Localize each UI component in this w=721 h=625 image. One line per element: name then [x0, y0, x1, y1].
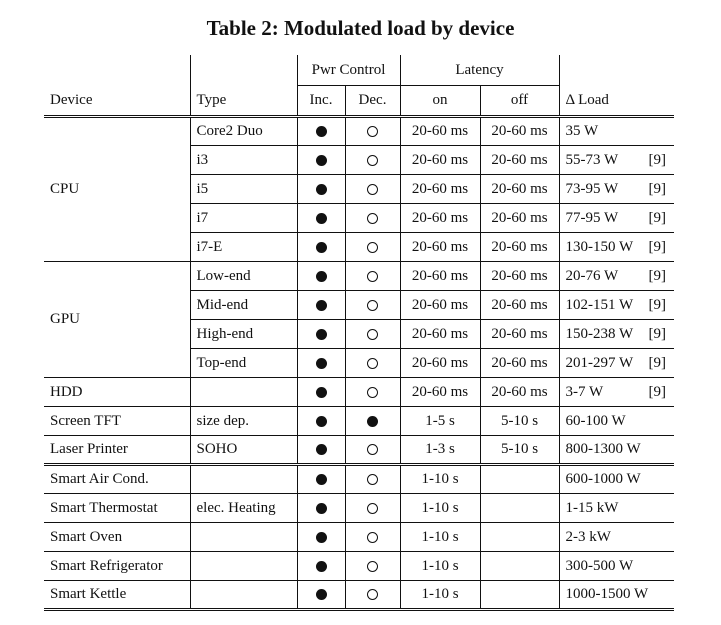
table-row — [44, 117, 674, 146]
table-row — [44, 465, 674, 494]
latency-on-cell: 1-10 s — [400, 523, 480, 552]
table-row — [44, 436, 674, 465]
latency-on-cell: 1-10 s — [400, 581, 480, 610]
latency-on-cell: 20-60 ms — [400, 233, 480, 262]
load-value: 130-150 W — [565, 238, 634, 255]
load-value: 150-238 W — [565, 325, 634, 342]
load-value: 35 W — [565, 123, 599, 139]
table-row — [44, 262, 674, 291]
citation-ref: [9] — [648, 151, 667, 168]
type-cell: High-end — [190, 320, 297, 349]
latency-off-cell: 5-10 s — [480, 436, 559, 465]
load-value: 2-3 kW — [565, 528, 611, 545]
citation-ref — [666, 586, 668, 603]
filled-circle-icon — [316, 155, 327, 166]
type-cell: i7 — [190, 204, 297, 233]
citation-ref: [9] — [648, 354, 667, 371]
load-cell — [559, 349, 674, 378]
latency-off-cell: 20-60 ms — [480, 204, 559, 233]
load-cell — [559, 465, 674, 494]
dec-cell — [345, 233, 400, 262]
load-value: 1-15 kW — [565, 499, 619, 516]
load-value: 102-151 W — [565, 296, 634, 313]
latency-on-cell: 1-5 s — [400, 407, 480, 436]
table-row — [44, 378, 674, 407]
citation-ref — [666, 441, 668, 458]
latency-on-cell: 20-60 ms — [400, 349, 480, 378]
empty-circle-icon — [367, 589, 378, 600]
load-value: 300-500 W — [565, 557, 634, 574]
empty-circle-icon — [367, 213, 378, 224]
latency-off-cell: 20-60 ms — [480, 291, 559, 320]
type-cell: elec. Heating — [190, 494, 297, 523]
inc-cell — [297, 378, 345, 407]
latency-off-cell — [480, 465, 559, 494]
inc-cell — [297, 204, 345, 233]
citation-ref: [9] — [648, 238, 667, 255]
inc-cell — [297, 523, 345, 552]
dec-cell — [345, 175, 400, 204]
latency-off-cell: 20-60 ms — [480, 349, 559, 378]
filled-circle-icon — [316, 271, 327, 282]
empty-circle-icon — [367, 126, 378, 137]
latency-off-cell: 20-60 ms — [480, 262, 559, 291]
latency-on-cell: 20-60 ms — [400, 291, 480, 320]
citation-ref — [666, 413, 668, 430]
filled-circle-icon — [316, 126, 327, 137]
empty-circle-icon — [367, 300, 378, 311]
empty-circle-icon — [367, 561, 378, 572]
empty-circle-icon — [367, 387, 378, 398]
device-cell: Smart Oven — [44, 523, 190, 552]
latency-on-cell: 20-60 ms — [400, 146, 480, 175]
device-cell: Smart Kettle — [44, 581, 190, 610]
dec-cell — [345, 291, 400, 320]
inc-header: Inc. — [297, 86, 345, 117]
inc-cell — [297, 146, 345, 175]
citation-ref — [666, 529, 668, 546]
citation-ref — [666, 123, 668, 140]
load-value: 3-7 W — [565, 383, 604, 400]
inc-cell — [297, 291, 345, 320]
filled-circle-icon — [316, 416, 327, 427]
load-header: Δ Load — [559, 86, 674, 117]
table-row — [44, 523, 674, 552]
load-cell — [559, 233, 674, 262]
dec-cell — [345, 552, 400, 581]
table-row — [44, 407, 674, 436]
filled-circle-icon — [316, 242, 327, 253]
dec-cell — [345, 204, 400, 233]
type-cell: Low-end — [190, 262, 297, 291]
load-cell — [559, 320, 674, 349]
latency-off-cell: 20-60 ms — [480, 378, 559, 407]
latency-on-cell: 20-60 ms — [400, 378, 480, 407]
citation-ref — [666, 558, 668, 575]
table-row — [44, 552, 674, 581]
latency-header: Latency — [400, 55, 559, 86]
citation-ref: [9] — [648, 180, 667, 197]
dec-cell — [345, 436, 400, 465]
empty-circle-icon — [367, 329, 378, 340]
latency-on-cell: 1-10 s — [400, 494, 480, 523]
filled-circle-icon — [316, 561, 327, 572]
inc-cell — [297, 117, 345, 146]
load-cell — [559, 175, 674, 204]
type-cell: SOHO — [190, 436, 297, 465]
latency-on-cell: 1-10 s — [400, 552, 480, 581]
empty-circle-icon — [367, 503, 378, 514]
load-cell — [559, 407, 674, 436]
pwr-control-header: Pwr Control — [297, 55, 400, 86]
type-cell: Top-end — [190, 349, 297, 378]
filled-circle-icon — [316, 474, 327, 485]
empty-circle-icon — [367, 474, 378, 485]
type-cell: Mid-end — [190, 291, 297, 320]
load-cell — [559, 494, 674, 523]
load-cell — [559, 581, 674, 610]
table-row — [44, 581, 674, 610]
latency-on-cell: 1-10 s — [400, 465, 480, 494]
load-table — [44, 55, 674, 611]
empty-circle-icon — [367, 242, 378, 253]
load-value: 800-1300 W — [565, 441, 641, 457]
device-cell: Smart Air Cond. — [44, 465, 190, 494]
latency-on-cell: 20-60 ms — [400, 117, 480, 146]
dec-cell — [345, 407, 400, 436]
inc-cell — [297, 407, 345, 436]
table-header — [44, 55, 674, 117]
dec-cell — [345, 523, 400, 552]
device-cell: Smart Thermostat — [44, 494, 190, 523]
load-value: 201-297 W — [565, 354, 634, 371]
load-cell — [559, 378, 674, 407]
type-cell: i7-E — [190, 233, 297, 262]
load-cell — [559, 552, 674, 581]
inc-cell — [297, 494, 345, 523]
latency-off-cell: 20-60 ms — [480, 146, 559, 175]
load-cell — [559, 291, 674, 320]
load-value: 73-95 W — [565, 180, 619, 197]
device-cell: Screen TFT — [44, 407, 190, 436]
filled-circle-icon — [316, 213, 327, 224]
dec-cell — [345, 349, 400, 378]
load-value: 1000-1500 W — [565, 586, 649, 602]
dec-header: Dec. — [345, 86, 400, 117]
dec-cell — [345, 320, 400, 349]
type-cell: size dep. — [190, 407, 297, 436]
load-value: 77-95 W — [565, 209, 619, 226]
load-cell — [559, 436, 674, 465]
latency-off-cell — [480, 523, 559, 552]
filled-circle-icon — [316, 589, 327, 600]
filled-circle-icon — [316, 300, 327, 311]
latency-on-cell: 20-60 ms — [400, 320, 480, 349]
latency-off-cell: 20-60 ms — [480, 175, 559, 204]
type-header: Type — [190, 86, 297, 117]
device-header: Device — [44, 86, 190, 117]
citation-ref: [9] — [648, 296, 667, 313]
device-cell: GPU — [44, 262, 190, 378]
latency-on-header: on — [400, 86, 480, 117]
inc-cell — [297, 233, 345, 262]
dec-cell — [345, 494, 400, 523]
filled-circle-icon — [316, 532, 327, 543]
inc-cell — [297, 175, 345, 204]
latency-off-cell: 20-60 ms — [480, 320, 559, 349]
citation-ref: [9] — [648, 209, 667, 226]
latency-off-cell — [480, 494, 559, 523]
inc-cell — [297, 465, 345, 494]
latency-on-cell: 20-60 ms — [400, 175, 480, 204]
type-cell — [190, 552, 297, 581]
load-value: 20-76 W — [565, 267, 619, 284]
citation-ref: [9] — [648, 325, 667, 342]
load-cell — [559, 262, 674, 291]
load-cell — [559, 117, 674, 146]
type-cell — [190, 378, 297, 407]
type-cell — [190, 523, 297, 552]
type-cell: i5 — [190, 175, 297, 204]
type-cell: Core2 Duo — [190, 117, 297, 146]
dec-cell — [345, 262, 400, 291]
type-cell — [190, 465, 297, 494]
device-cell: Laser Printer — [44, 436, 190, 465]
latency-on-cell: 20-60 ms — [400, 262, 480, 291]
latency-on-cell: 20-60 ms — [400, 204, 480, 233]
device-cell: CPU — [44, 117, 190, 262]
load-cell — [559, 146, 674, 175]
inc-cell — [297, 320, 345, 349]
empty-circle-icon — [367, 358, 378, 369]
device-cell: HDD — [44, 378, 190, 407]
load-value: 55-73 W — [565, 151, 619, 168]
empty-circle-icon — [367, 271, 378, 282]
latency-off-header: off — [480, 86, 559, 117]
filled-circle-icon — [367, 416, 378, 427]
inc-cell — [297, 262, 345, 291]
empty-circle-icon — [367, 532, 378, 543]
device-cell: Smart Refrigerator — [44, 552, 190, 581]
table-row — [44, 494, 674, 523]
type-cell — [190, 581, 297, 610]
empty-circle-icon — [367, 444, 378, 455]
filled-circle-icon — [316, 503, 327, 514]
load-value: 60-100 W — [565, 412, 626, 429]
load-value: 600-1000 W — [565, 471, 641, 487]
empty-circle-icon — [367, 184, 378, 195]
empty-circle-icon — [367, 155, 378, 166]
dec-cell — [345, 465, 400, 494]
dec-cell — [345, 117, 400, 146]
citation-ref: [9] — [648, 383, 667, 400]
latency-on-cell: 1-3 s — [400, 436, 480, 465]
dec-cell — [345, 581, 400, 610]
inc-cell — [297, 436, 345, 465]
latency-off-cell — [480, 581, 559, 610]
citation-ref: [9] — [648, 267, 667, 284]
filled-circle-icon — [316, 358, 327, 369]
filled-circle-icon — [316, 387, 327, 398]
latency-off-cell: 20-60 ms — [480, 117, 559, 146]
inc-cell — [297, 349, 345, 378]
citation-ref — [666, 500, 668, 517]
inc-cell — [297, 552, 345, 581]
latency-off-cell: 20-60 ms — [480, 233, 559, 262]
latency-off-cell: 5-10 s — [480, 407, 559, 436]
dec-cell — [345, 378, 400, 407]
filled-circle-icon — [316, 444, 327, 455]
filled-circle-icon — [316, 184, 327, 195]
table-body — [44, 117, 674, 610]
load-cell — [559, 523, 674, 552]
citation-ref — [666, 471, 668, 488]
table-caption: Table 2: Modulated load by device — [206, 16, 515, 40]
inc-cell — [297, 581, 345, 610]
latency-off-cell — [480, 552, 559, 581]
load-cell — [559, 204, 674, 233]
type-cell: i3 — [190, 146, 297, 175]
filled-circle-icon — [316, 329, 327, 340]
dec-cell — [345, 146, 400, 175]
